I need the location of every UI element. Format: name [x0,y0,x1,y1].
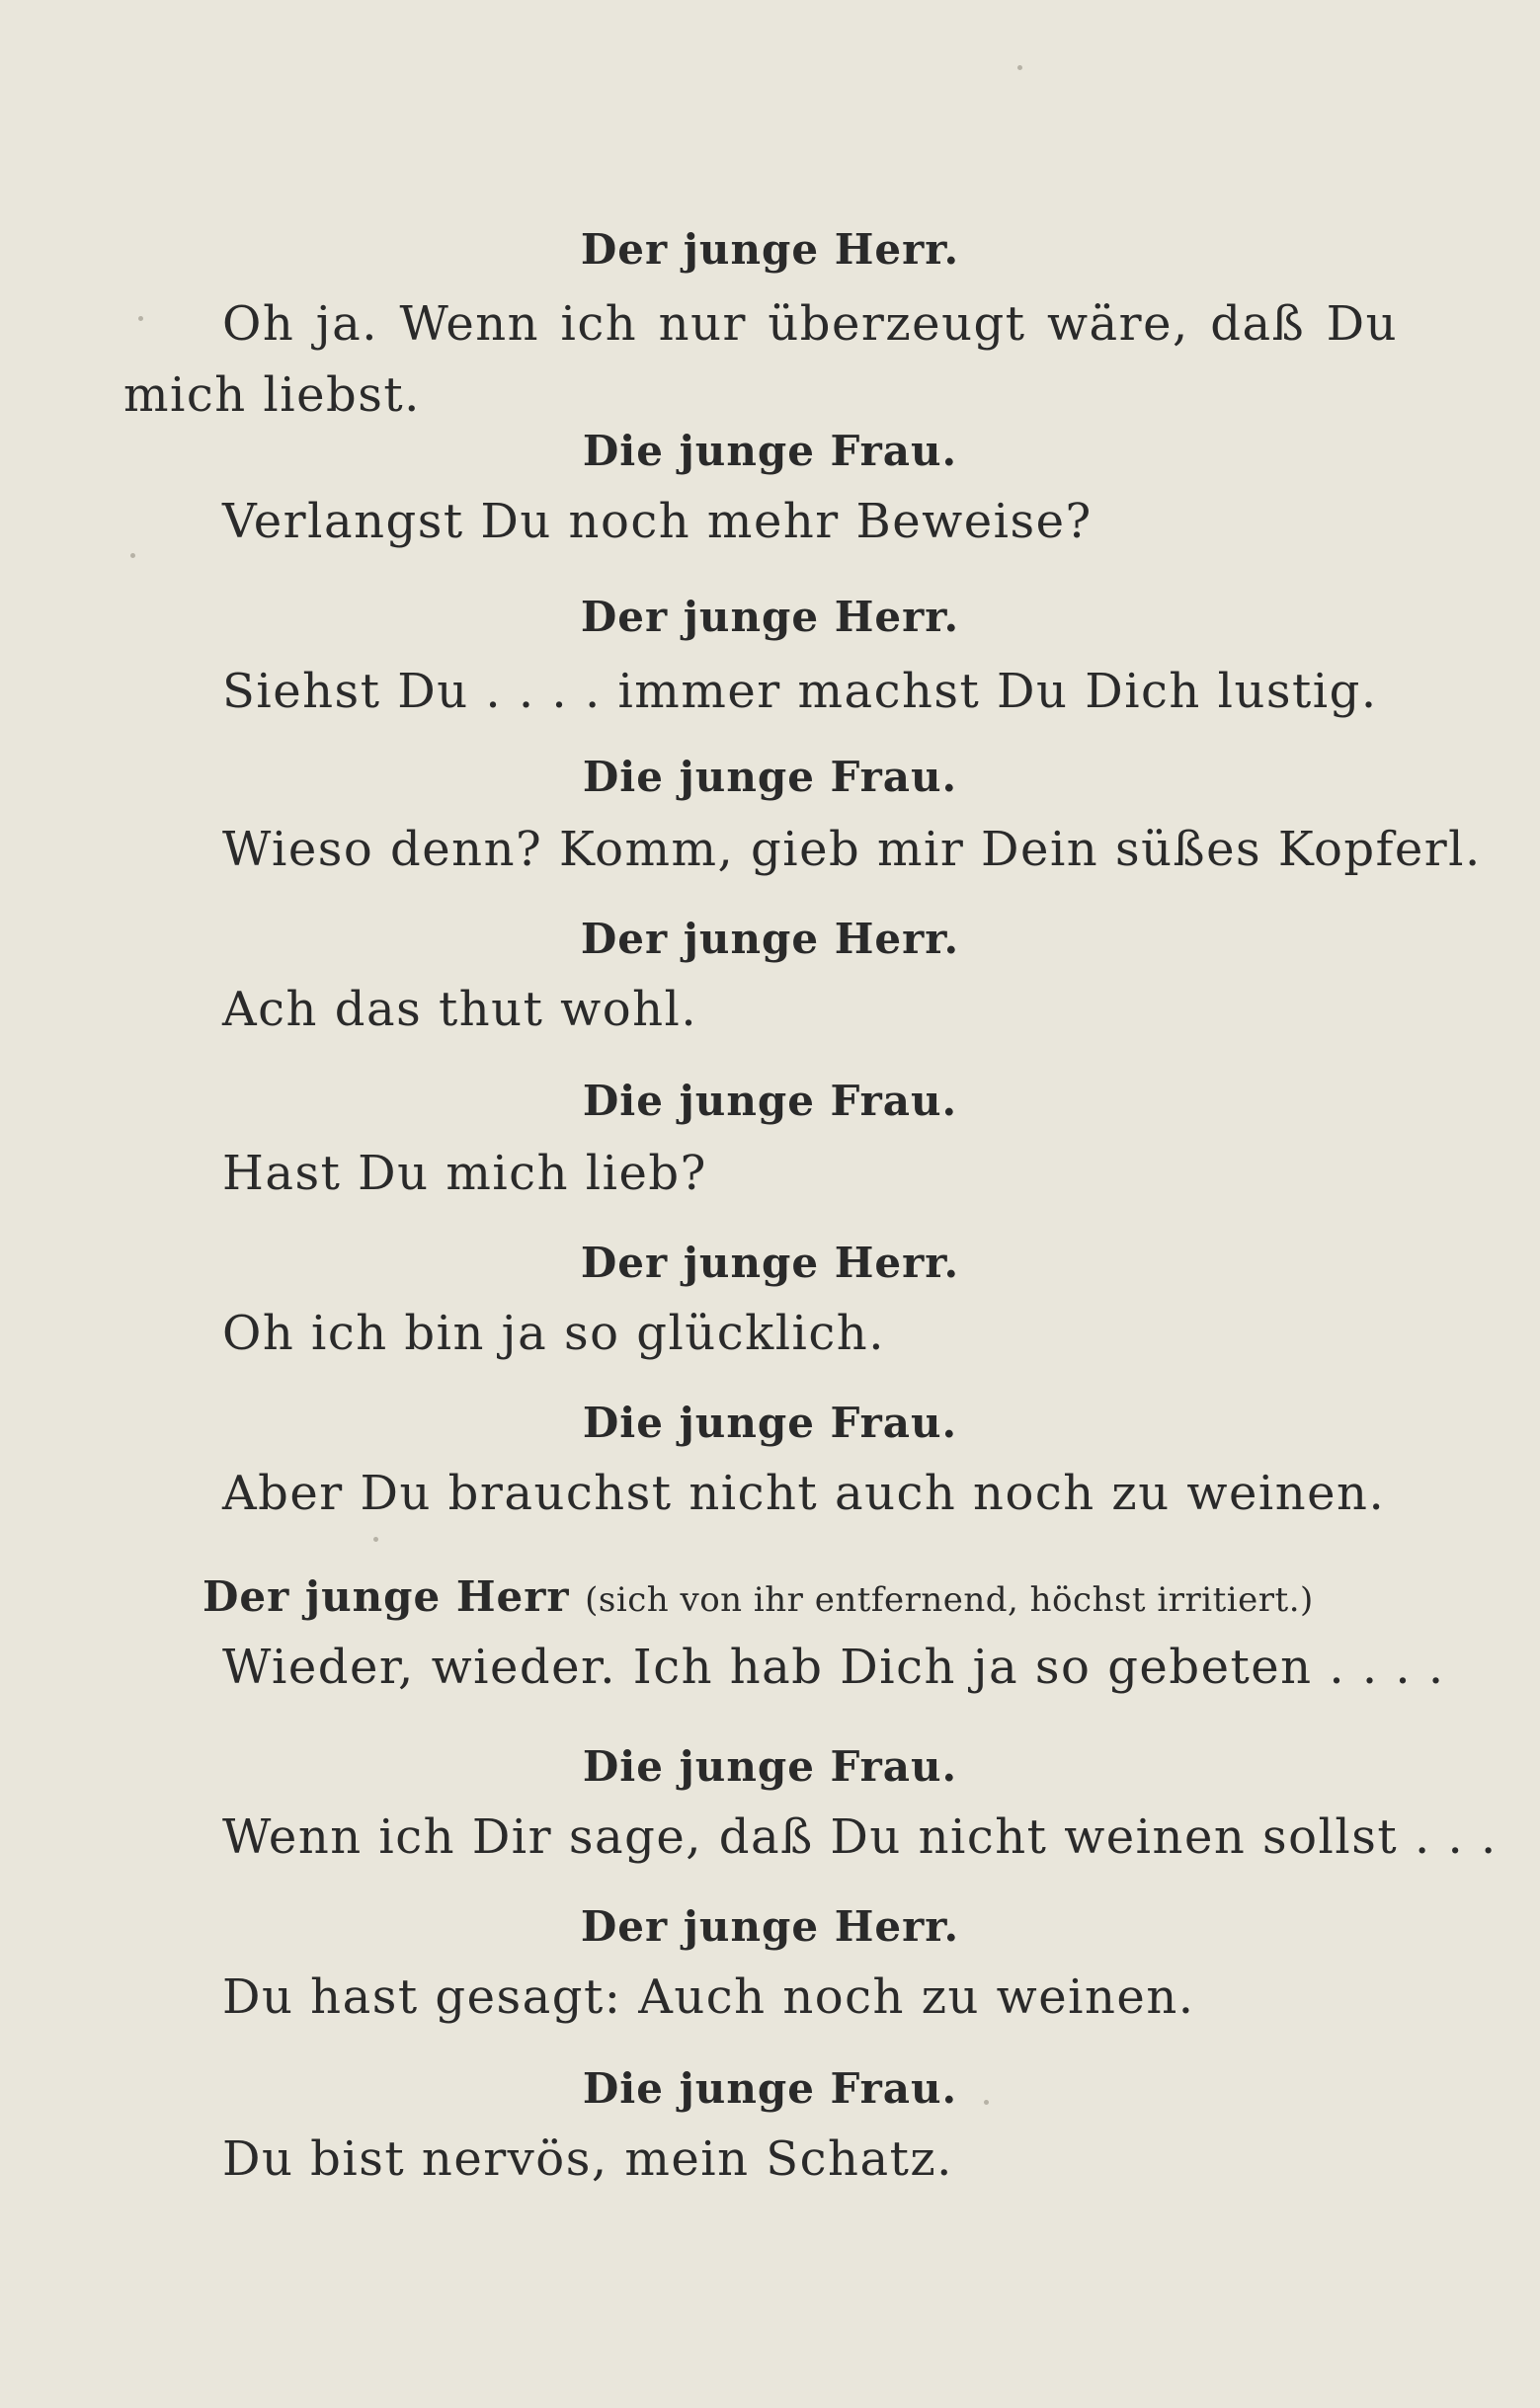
stage-direction: (sich von ihr entfernend, höchst irritiert.) [585,1580,1314,1620]
speaker-heading-with-direction [203,1572,1388,1621]
dialogue-line: Ach das thut wohl. [222,982,698,1037]
speaker-heading: Der junge Herr. [580,915,960,963]
dialogue-line: Du bist nervös, mein Schatz. [222,2131,953,2187]
dialogue-line: Siehst Du . . . . immer machst Du Dich lustig. [222,664,1378,719]
paper-speck [130,553,135,558]
dialogue-line: Hast Du mich lieb? [222,1146,707,1201]
dialogue-line: Wenn ich Dir sage, daß Du nicht weinen sollst . . . [222,1809,1498,1865]
speaker-heading: Die junge Frau. [582,1742,958,1791]
paper-speck [1017,65,1022,70]
speaker-heading: Die junge Frau. [582,1399,958,1447]
dialogue-line: Verlangst Du noch mehr Beweise? [222,494,1093,549]
dialogue-line: Du hast gesagt: Auch noch zu weinen. [222,1969,1195,2025]
paper-speck [984,2100,989,2105]
dialogue-line: mich liebst. [123,367,421,423]
paper-speck [373,1537,378,1542]
speaker-heading: Die junge Frau. [582,753,958,801]
speaker-heading: Die junge Frau. [582,427,958,475]
speaker-heading: Der junge Herr. [580,1902,960,1951]
dialogue-line: Wieder, wieder. Ich hab Dich ja so gebeten . . . . [222,1640,1445,1695]
paper-speck [138,316,143,321]
dialogue-line: Oh ich bin ja so glücklich. [222,1306,885,1361]
speaker-heading: Der junge Herr. [580,225,960,274]
speaker-heading: Der junge Herr. [580,1239,960,1287]
dialogue-line: Aber Du brauchst nicht auch noch zu weinen. [222,1466,1386,1521]
speaker-heading: Die junge Frau. [582,1077,958,1125]
dialogue-line: Oh ja. Wenn ich nur überzeugt wäre, daß Du [222,296,1398,352]
speaker-name: Der junge Herr [203,1572,570,1621]
dialogue-line: Wieso denn? Komm, gieb mir Dein süßes Kopferl. [222,822,1482,877]
speaker-heading: Der junge Herr. [580,593,960,641]
speaker-heading: Die junge Frau. [582,2064,958,2113]
